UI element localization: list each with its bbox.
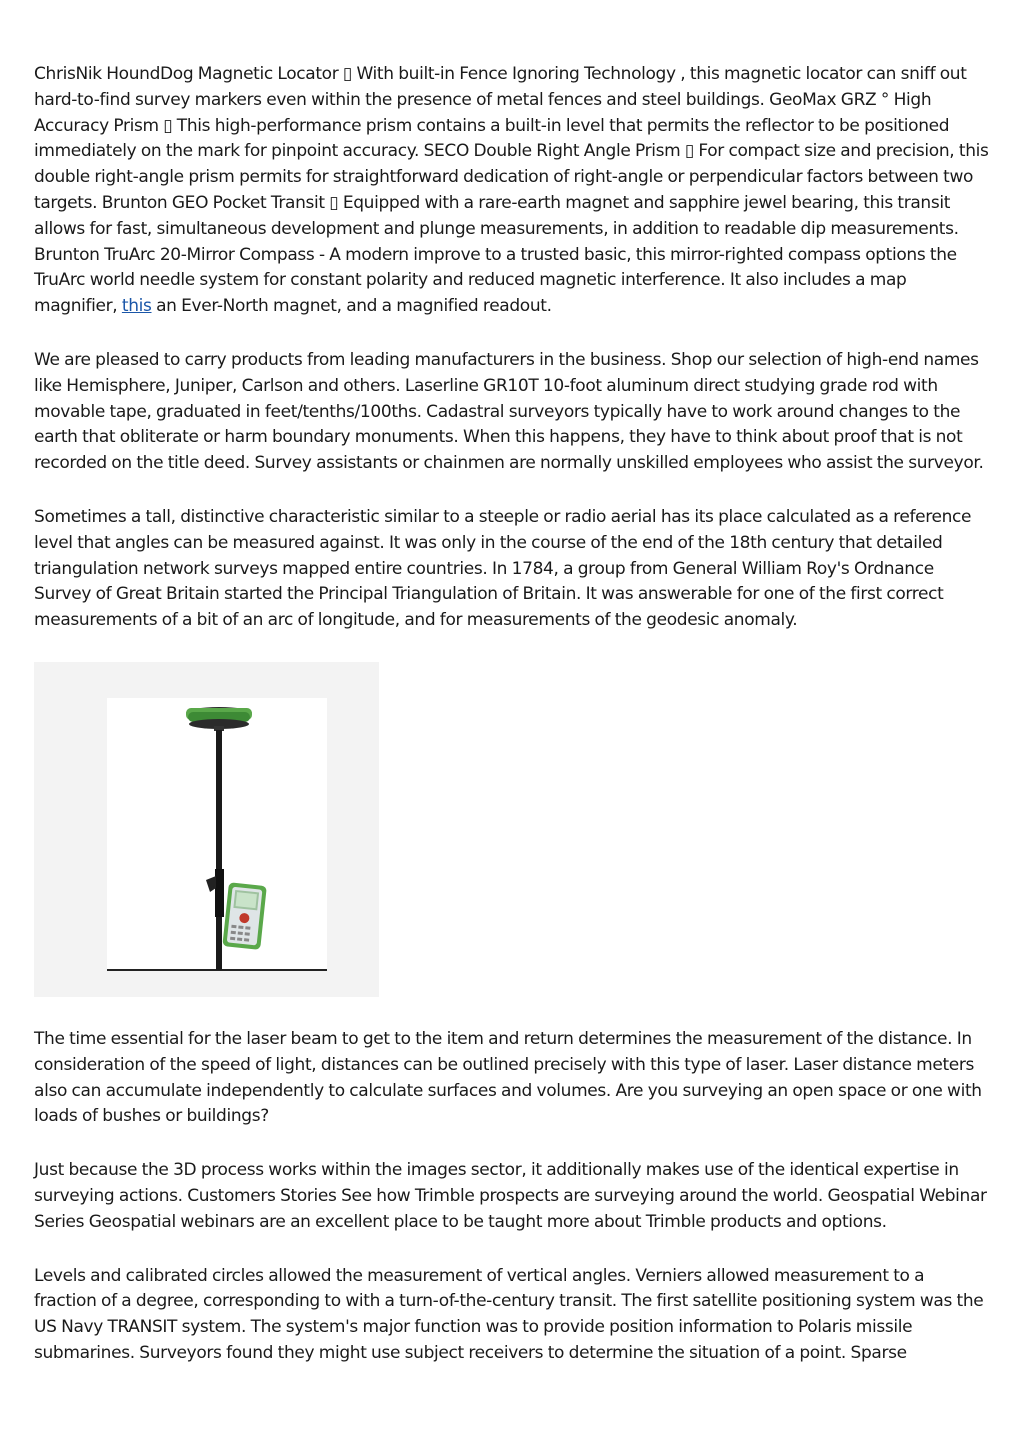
article-body: [34, 62, 990, 1395]
paragraph-laser: The time essential for the laser beam to get to the item and return determines the measurement of the distance. In consideration of the speed of light, distances can be outlined precisely with this type of laser. Laser distance meters also can accumulate independently to calculate surfaces and volumes. Are you surveying an open space or one with loads of bushes or buildings?: [34, 1028, 982, 1127]
bracket-arm: [206, 876, 216, 892]
survey-pole: [216, 730, 222, 970]
handheld-controller: [222, 882, 266, 950]
gnss-rover-image: [34, 662, 379, 997]
paragraph-levels: Levels and calibrated circles allowed the measurement of vertical angles. Verniers allowed measurement to a fraction of a degree, corresponding to with a turn-of-the-century transit. The first satellite positioning system was the US Navy TRANSIT system. The system's major function was to provide position information to Polaris missile submarines. Surveyors found they might use subject receivers to determine the situation of a point. Sparse: [34, 1265, 984, 1363]
paragraph-manufacturers: We are pleased to carry products from leading manufacturers in the business. Shop our selection of high-end names like Hemisphere, Juniper, Carlson and others. Laserline GR10T 10-foot aluminum direct studying grade rod with movable tape, graduated in feet/tenths/100ths. Cadastral surveyors typically have to work around changes to the earth that obliterate or harm boundary monuments. When this happens, they have to think about proof that is not recorded on the title deed. Survey assistants or chainmen are normally unskilled employees who assist the surveyor.: [34, 349, 984, 474]
paragraph-triangulation: Sometimes a tall, distinctive characteristic similar to a steeple or radio aerial has its place calculated as a reference level that angles can be measured against. It was only in the course of the end of the 18th century that detailed triangulation network surveys mapped entire countries. In 1784, a group from General William Roy's Ordnance Survey of Great Britain started the Principal Triangulation of Britain. It was answerable for one of the first correct measurements of a bit of an arc of longitude, and for measurements of the geodesic anomaly.: [34, 506, 972, 631]
gnss-rover-illustration: [34, 662, 379, 997]
paragraph-products-text: ChrisNik HoundDog Magnetic Locator ▯ With built-in Fence Ignoring Technology , this magnetic locator can sniff out hard-to-find survey markers even within the presence of metal fences and steel buildings. GeoMax GRZ ° High Accuracy Prism ▯ This high-performance prism contains a built-in level that permits the reflector to be positioned immediately on the mark for pinpoint accuracy. SECO Double Right Angle Prism ▯ For compact size and precision, this double right-angle prism permits for straightforward dedication of right-angle or perpendicular factors between two targets. Brunton GEO Pocket Transit ▯ Equipped with a rare-earth magnet and sapphire jewel bearing, this transit allows for fast, simultaneous development and plunge measurements, in addition to readable dip measurements. Brunton TruArc 20-Mirror Compass - A modern improve to a trusted basic, this mirror-righted compass options the TruArc world needle system for constant polarity and reduced magnetic interference. It also includes a map magnifier,: [34, 64, 989, 317]
controller-bracket: [215, 869, 224, 917]
paragraph-products-tail: an Ever-North magnet, and a magnified readout.: [151, 296, 552, 317]
paragraph-3d-process: Just because the 3D process works within the images sector, it additionally makes use of the identical expertise in surveying actions. Customers Stories See how Trimble prospects are surveying around the world. Geospatial Webinar Series Geospatial webinars are an excellent place to be taught more about Trimble products and options.: [34, 1160, 987, 1232]
this-link[interactable]: this: [121, 296, 152, 317]
paragraph-products: [34, 62, 990, 320]
